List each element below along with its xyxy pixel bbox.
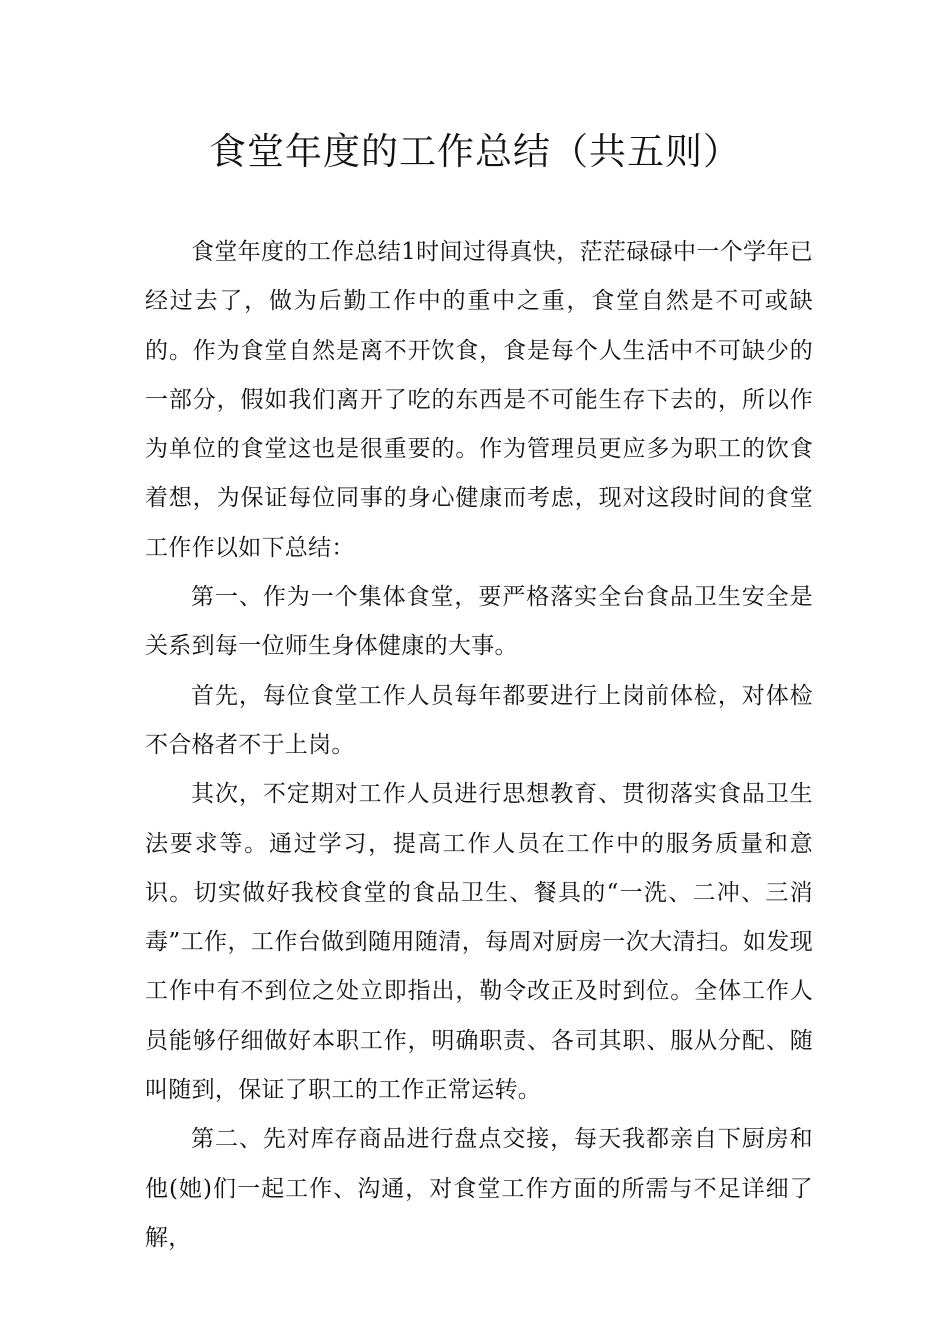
document-body xyxy=(145,228,813,1263)
paragraph-intro: 食堂年度的工作总结1时间过得真快，茫茫碌碌中一个学年已经过去了，做为后勤工作中的重中之重，食堂自然是不可或缺的。作为食堂自然是离不开饮食，食是每个人生活中不可缺少的一部分，假如我们离开了吃的东西是不可能生存下去的，所以作为单位的食堂这也是很重要的。作为管理员更应多为职工的饮食着想，为保证每位同事的身心健康而考虑，现对这段时间的食堂工作作以如下总结： xyxy=(145,239,813,561)
paragraph-second-point: 第二、先对库存商品进行盘点交接，每天我都亲自下厨房和他(她)们一起工作、沟通，对食堂工作方面的所需与不足详细了解， xyxy=(145,1126,813,1251)
paragraph-first-point: 第一、作为一个集体食堂，要严格落实全台食品卫生安全是关系到每一位师生身体健康的大事。 xyxy=(145,584,813,660)
paragraph-health-check: 首先，每位食堂工作人员每年都要进行上岗前体检，对体检不合格者不于上岗。 xyxy=(145,682,813,758)
paragraph-education: 其次，不定期对工作人员进行思想教育、贯彻落实食品卫生法要求等。通过学习，提高工作人员在工作中的服务质量和意识。切实做好我校食堂的食品卫生、餐具的“一洗、二冲、三消毒”工作，工作台做到随用随清，每周对厨房一次大清扫。如发现工作中有不到位之处立即指出，勒令改正及时到位。全体工作人员能够仔细做好本职工作，明确职责、各司其职、服从分配、随叫随到，保证了职工的工作正常运转。 xyxy=(145,781,813,1104)
document-title: 食堂年度的工作总结（共五则） xyxy=(209,130,741,173)
